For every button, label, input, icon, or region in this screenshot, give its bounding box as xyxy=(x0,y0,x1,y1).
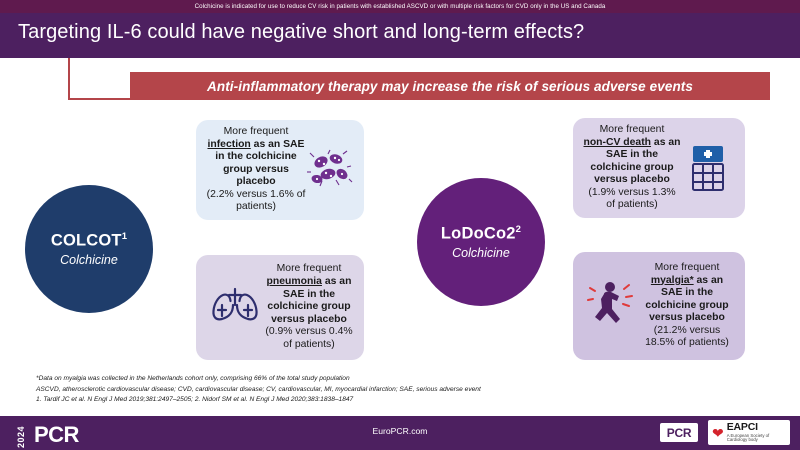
trial-circle-colcot xyxy=(25,185,153,313)
footnote-references: 1. Tardif JC et al. N Engl J Med 2019;381:2497–2505; 2. Nidorf SM et al. N Engl J Med 2020;383:1838–1847 xyxy=(36,396,354,403)
eapci-badge xyxy=(708,420,790,445)
trial-reference-lodoco2: 2 xyxy=(515,223,522,235)
logo-year: 2024 xyxy=(16,425,26,449)
title-band xyxy=(0,13,800,58)
key-message-banner: Anti-inflammatory therapy may increase the risk of serious adverse events xyxy=(130,72,770,100)
disclaimer-bar: Colchicine is indicated for use to reduce CV risk in patients with established ASCVD or with multiple risk factors for CVD only in the US and Canada xyxy=(0,0,800,13)
lungs-icon xyxy=(206,283,264,333)
heart-icon: ❤ xyxy=(712,424,724,441)
card-infection-text: More frequent infection as an SAE in the colchicine group versus placebo (2.2% versus 1.6% of patients) xyxy=(206,125,306,213)
card-myalgia-text: More frequent myalgia* as an SAE in the colchicine group versus placebo (21.2% versus 18.5% of patients) xyxy=(645,261,729,349)
eapci-subtitle: A European Society of Cardiology body xyxy=(726,432,770,442)
hospital-icon xyxy=(681,142,735,194)
banner-connector xyxy=(68,58,130,100)
muscle-pain-icon xyxy=(583,279,639,333)
trial-reference-colcot: 1 xyxy=(121,230,128,242)
card-pneumonia-text: More frequent pneumonia as an SAE in the colchicine group versus placebo (0.9% versus 0.4% of patients) xyxy=(265,263,353,350)
footnote-abbreviations: ASCVD, atherosclerotic cardiovascular disease; CVD, cardiovascular disease; CV, cardiovascular, MI, myocardial infarction; SAE, serious adverse event xyxy=(36,385,481,393)
card-infection xyxy=(196,120,364,220)
card-pneumonia xyxy=(196,255,364,360)
trial-drug-colcot: Colchicine xyxy=(60,253,118,268)
trial-name-lodoco2: $LoDoCo2^2$ xyxy=(440,223,522,243)
footnotes xyxy=(36,374,656,406)
banner-wrapper xyxy=(130,72,770,100)
logo-wordmark: PCR xyxy=(34,422,79,447)
card-non-cv-death-text: More frequent non-CV death as an SAE in the colchicine group versus placebo (1.9% versus 1.3% of patients) xyxy=(583,123,681,211)
card-non-cv-death xyxy=(573,118,745,218)
bacteria-icon xyxy=(306,148,354,192)
trial-name-colcot: COLCOT$^1$ xyxy=(50,230,128,250)
footnote-myalgia: *Data on myalgia was collected in the Netherlands cohort only, comprising 66% of the total study population xyxy=(36,375,350,382)
trial-circle-lodoco2 xyxy=(417,178,545,306)
pcr-badge: PCR xyxy=(660,423,698,442)
card-myalgia xyxy=(573,252,745,360)
page-title: Targeting IL-6 could have negative short and long-term effects? xyxy=(18,21,585,43)
footer-url: EuroPCR.com xyxy=(372,426,428,436)
trial-drug-lodoco2: Colchicine xyxy=(452,246,510,261)
eapci-name: EAPCI xyxy=(726,421,758,434)
